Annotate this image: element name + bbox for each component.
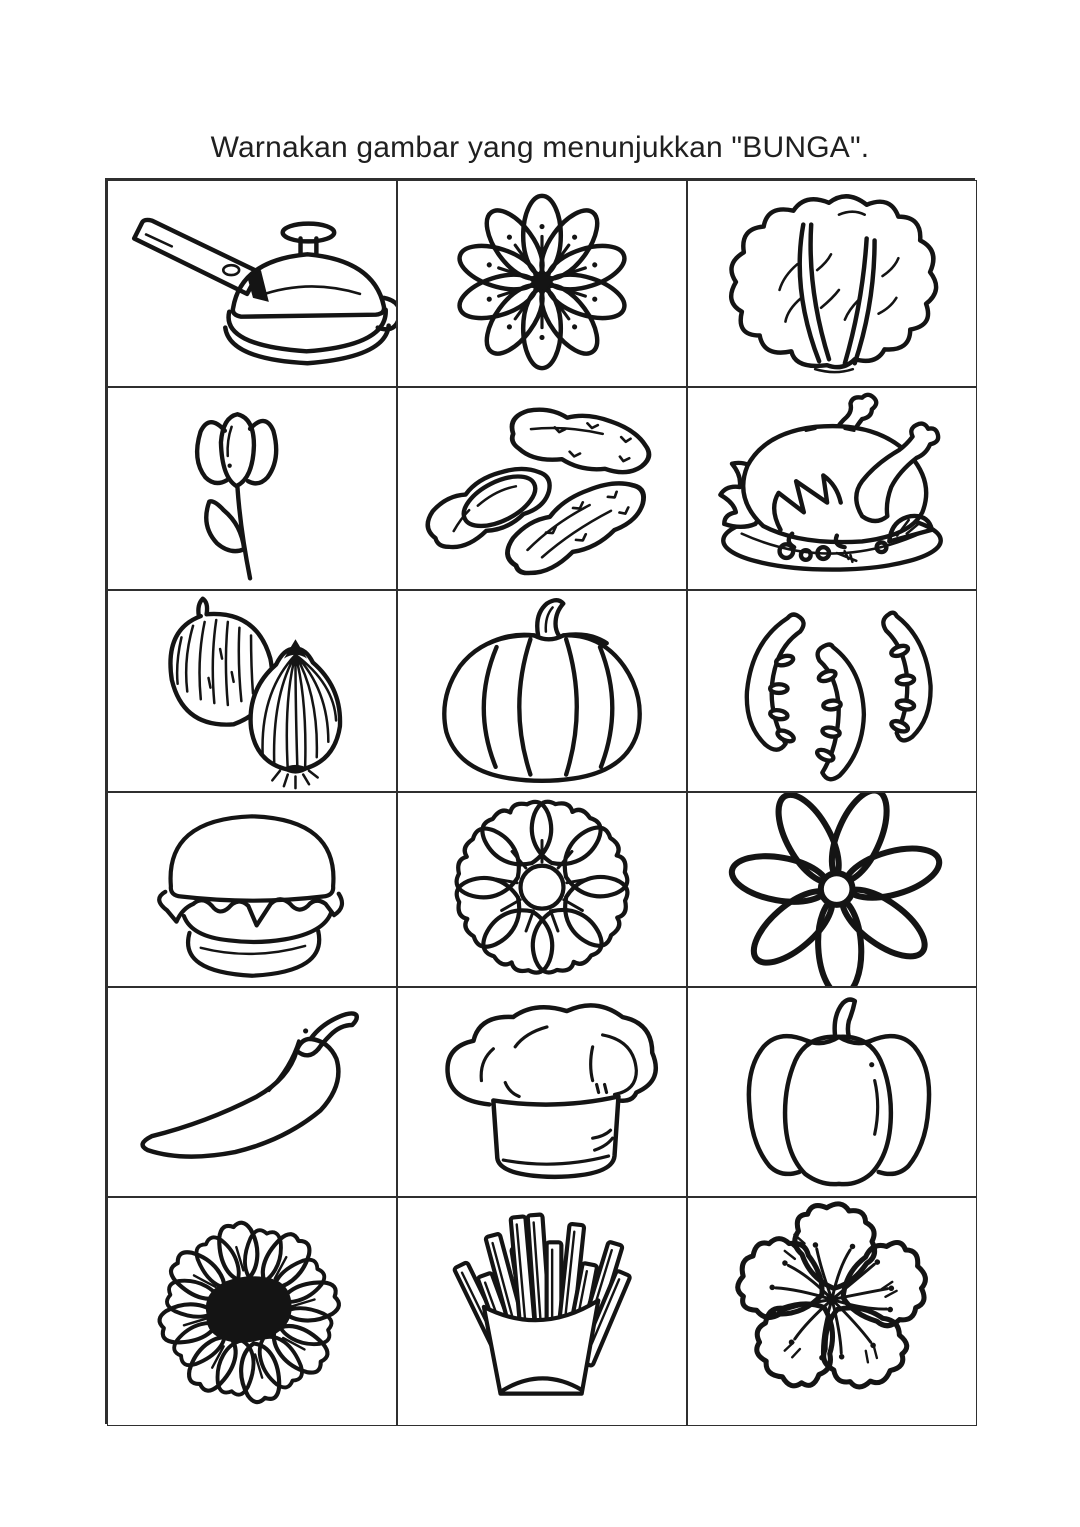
cell-roast-chicken[interactable] bbox=[687, 387, 977, 590]
tulip-icon bbox=[108, 388, 396, 589]
cell-sausages[interactable] bbox=[687, 590, 977, 792]
ten-petal-flower-icon bbox=[398, 181, 686, 386]
onions-icon bbox=[108, 591, 396, 791]
cell-sunflower[interactable] bbox=[107, 1197, 397, 1426]
cell-ten-petal-flower[interactable] bbox=[397, 180, 687, 387]
hamburger-icon bbox=[108, 793, 396, 986]
covered-frying-pan-icon bbox=[108, 181, 396, 386]
pumpkin-icon bbox=[398, 591, 686, 791]
cell-onions[interactable] bbox=[107, 590, 397, 792]
lettuce-icon bbox=[688, 181, 976, 386]
cell-pumpkin[interactable] bbox=[397, 590, 687, 792]
hibiscus-flower-icon bbox=[688, 1198, 976, 1425]
cell-cosmos-flower[interactable] bbox=[397, 792, 687, 987]
cell-french-fries[interactable] bbox=[397, 1197, 687, 1426]
daisy-flower-icon bbox=[688, 793, 976, 986]
bell-pepper-icon bbox=[688, 988, 976, 1196]
cell-covered-frying-pan[interactable] bbox=[107, 180, 397, 387]
chili-pepper-icon bbox=[108, 988, 396, 1196]
worksheet-instruction: Warnakan gambar yang menunjukkan "BUNGA". bbox=[210, 131, 870, 164]
sausages-icon bbox=[688, 591, 976, 791]
cell-daisy-flower[interactable] bbox=[687, 792, 977, 987]
cell-lettuce[interactable] bbox=[687, 180, 977, 387]
cell-chili-pepper[interactable] bbox=[107, 987, 397, 1197]
picture-grid bbox=[105, 178, 975, 1424]
chef-hat-icon bbox=[398, 988, 686, 1196]
sunflower-icon bbox=[108, 1198, 396, 1425]
cell-hibiscus-flower[interactable] bbox=[687, 1197, 977, 1426]
cell-tulip[interactable] bbox=[107, 387, 397, 590]
french-fries-icon bbox=[398, 1198, 686, 1425]
cell-chef-hat[interactable] bbox=[397, 987, 687, 1197]
cell-hamburger[interactable] bbox=[107, 792, 397, 987]
cosmos-flower-icon bbox=[398, 793, 686, 986]
roast-chicken-icon bbox=[688, 388, 976, 589]
peanuts-icon bbox=[398, 388, 686, 589]
cell-peanuts[interactable] bbox=[397, 387, 687, 590]
cell-bell-pepper[interactable] bbox=[687, 987, 977, 1197]
